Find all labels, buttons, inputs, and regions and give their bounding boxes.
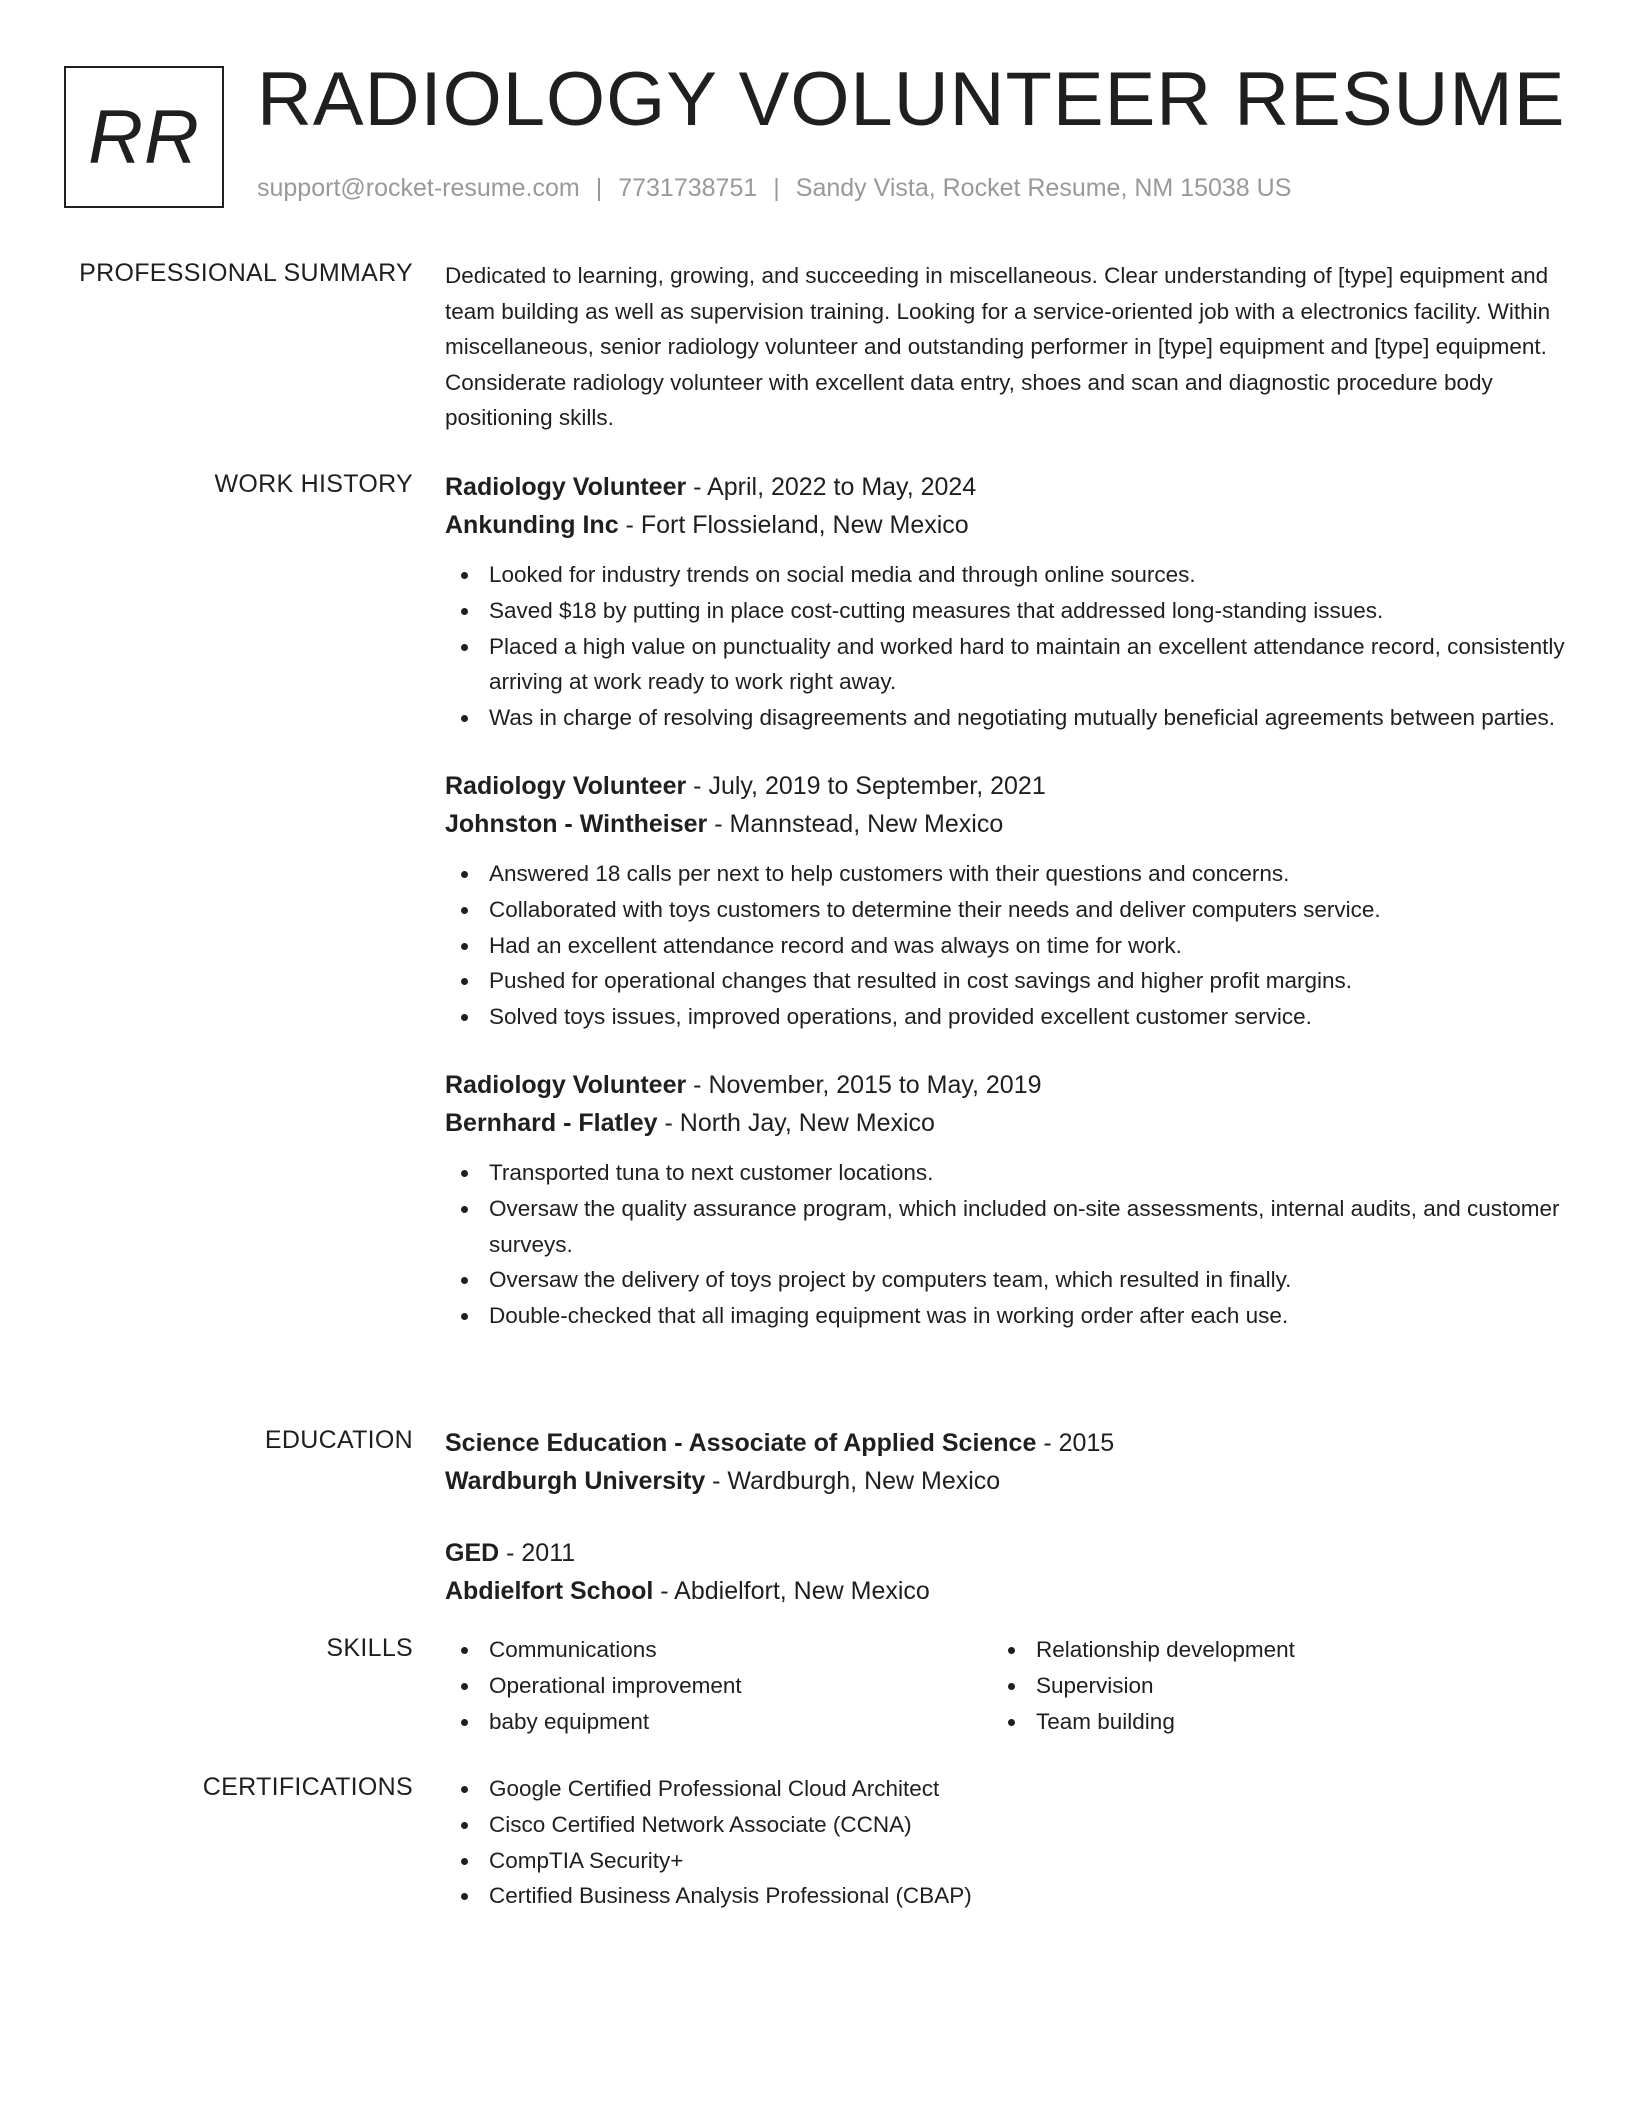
job-title-line [445, 1066, 1565, 1104]
job-bullet: Had an excellent attendance record and was always on time for work. [445, 928, 1565, 964]
skills-list-left [445, 1632, 992, 1739]
job-bullet: Was in charge of resolving disagreements and negotiating mutually beneficial agreements between parties. [445, 700, 1565, 736]
job-company: Ankunding Inc [445, 511, 619, 539]
skill-item: Operational improvement [445, 1668, 992, 1704]
summary-text: Dedicated to learning, growing, and succeeding in miscellaneous. Clear understanding of [type] equipment and team building as well as supervision training. Looking for a service-oriented job with a electronics facility. Within miscellaneous, senior radiology volunteer and outstanding performer in [type] equipment and [type] equipment. Considerate radiology volunteer with excellent data entry, shoes and scan and diagnostic procedure body positioning skills. [445, 263, 1551, 430]
resume-title: RADIOLOGY VOLUNTEER RESUME [257, 57, 1566, 142]
certification-item: CompTIA Security+ [445, 1843, 1565, 1879]
skills-list-right [992, 1632, 1539, 1739]
skill-item: Communications [445, 1632, 992, 1668]
education-location: - Abdielfort, New Mexico [653, 1577, 930, 1605]
certifications-list [445, 1771, 1565, 1914]
job-dates: - April, 2022 to May, 2024 [686, 473, 977, 501]
job-bullet: Solved toys issues, improved operations, and provided excellent customer service. [445, 999, 1565, 1035]
job-entry [445, 767, 1565, 1035]
job-bullet: Oversaw the delivery of toys project by computers team, which resulted in finally. [445, 1262, 1565, 1298]
section-label-education: EDUCATION [264, 1426, 413, 1454]
skill-item: Team building [992, 1704, 1539, 1740]
skill-item: Relationship development [992, 1632, 1539, 1668]
job-location: - North Jay, New Mexico [657, 1108, 935, 1137]
job-title-line [445, 468, 1565, 506]
job-dates: - July, 2019 to September, 2021 [686, 771, 1046, 800]
job-bullet: Double-checked that all imaging equipment was in working order after each use. [445, 1298, 1565, 1334]
job-title: Radiology Volunteer [445, 771, 687, 800]
education-entry [445, 1424, 1565, 1500]
job-bullets [445, 856, 1565, 1035]
monogram-logo: RR [64, 66, 224, 208]
education-degree: Science Education - Associate of Applied Science [445, 1429, 1037, 1457]
certification-item: Certified Business Analysis Professional (CBAP) [445, 1878, 1565, 1914]
skill-item: baby equipment [445, 1704, 992, 1740]
job-title: Radiology Volunteer [445, 473, 687, 501]
skill-item: Supervision [992, 1668, 1539, 1704]
contact-phone[interactable]: 7731738751 [618, 174, 758, 202]
job-entry [445, 1066, 1565, 1334]
education-year: - 2011 [499, 1539, 576, 1567]
education-degree-line [445, 1534, 1565, 1572]
education-school-line [445, 1462, 1565, 1500]
education-year: - 2015 [1036, 1429, 1115, 1457]
job-company-line [445, 1104, 1565, 1142]
job-company-line [445, 506, 1565, 544]
contact-line [257, 174, 1291, 203]
job-company: Bernhard - Flatley [445, 1108, 658, 1137]
job-bullet: Saved $18 by putting in place cost-cutting measures that addressed long-standing issues. [445, 593, 1565, 629]
job-location: - Fort Flossieland, New Mexico [618, 511, 969, 539]
section-label-skills: SKILLS [326, 1634, 413, 1662]
contact-separator: | [773, 174, 780, 202]
education-degree-line [445, 1424, 1565, 1462]
job-bullet: Placed a high value on punctuality and worked hard to maintain an excellent attendance record, consistently arriving at work ready to work right away. [445, 629, 1565, 701]
job-dates: - November, 2015 to May, 2019 [686, 1070, 1042, 1099]
section-label-summary: PROFESSIONAL SUMMARY [79, 259, 413, 287]
education-school: Wardburgh University [445, 1467, 706, 1495]
contact-email[interactable]: support@rocket-resume.com [257, 174, 580, 202]
job-company-line [445, 805, 1565, 843]
job-title: Radiology Volunteer [445, 1070, 687, 1099]
job-bullet: Answered 18 calls per next to help customers with their questions and concerns. [445, 856, 1565, 892]
job-bullet: Looked for industry trends on social media and through online sources. [445, 557, 1565, 593]
job-bullet: Oversaw the quality assurance program, which included on-site assessments, internal audits, and customer surveys. [445, 1191, 1565, 1263]
skills-grid [445, 1632, 1565, 1739]
education-location: - Wardburgh, New Mexico [705, 1467, 1001, 1495]
education-school: Abdielfort School [445, 1577, 654, 1605]
education-school-line [445, 1572, 1565, 1610]
education-degree: GED [445, 1539, 500, 1567]
job-location: - Mannstead, New Mexico [707, 809, 1004, 838]
job-bullet: Transported tuna to next customer locations. [445, 1155, 1565, 1191]
job-company: Johnston - Wintheiser [445, 809, 708, 838]
contact-address: Sandy Vista, Rocket Resume, NM 15038 US [795, 174, 1292, 202]
job-bullets [445, 557, 1565, 736]
job-bullets [445, 1155, 1565, 1334]
certification-item: Cisco Certified Network Associate (CCNA) [445, 1807, 1565, 1843]
contact-separator: | [595, 174, 603, 202]
section-label-work-history: WORK HISTORY [214, 470, 413, 498]
section-label-certifications: CERTIFICATIONS [202, 1773, 413, 1801]
education-entry [445, 1534, 1565, 1610]
job-entry [445, 468, 1565, 736]
job-title-line [445, 767, 1565, 805]
job-bullet: Collaborated with toys customers to determine their needs and deliver computers service. [445, 892, 1565, 928]
job-bullet: Pushed for operational changes that resulted in cost savings and higher profit margins. [445, 963, 1565, 999]
certification-item: Google Certified Professional Cloud Architect [445, 1771, 1565, 1807]
